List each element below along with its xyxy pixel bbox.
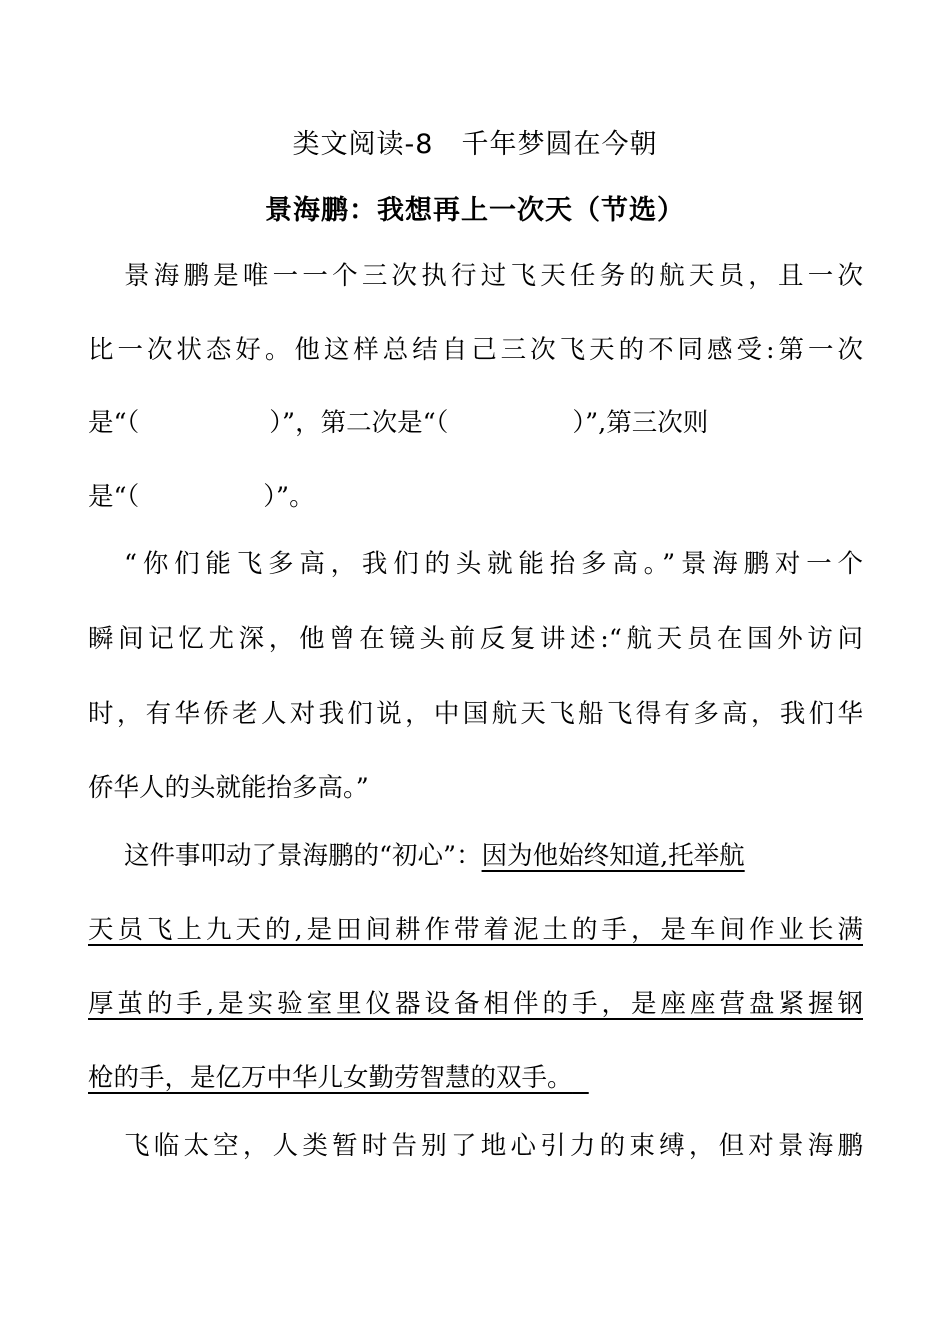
paragraph-1-line-2: 比一次状态好。他这样总结自己三次飞天的不同感受:第一次: [88, 335, 863, 365]
underlined-passage-start: 因为他始终知道,托举航: [481, 841, 745, 871]
paragraph-1-line-3: [88, 403, 863, 443]
article-subtitle: 景海鹏：我想再上一次天（节选）: [265, 195, 685, 226]
underlined-passage-line-2: 天员飞上九天的,是田间耕作带着泥土的手，是车间作业长满: [88, 915, 863, 945]
quote-open-3: 是“（: [88, 482, 140, 512]
paragraph-2-line-3: 时，有华侨老人对我们说，中国航天飞船飞得有多高，我们华: [88, 699, 863, 729]
paragraph-2-line-1: “你们能飞多高，我们的头就能抬多高。”景海鹏对一个: [124, 549, 863, 579]
underline-tail: [573, 1058, 587, 1059]
quote-open-1: 是“（: [88, 408, 140, 438]
page-title: [0, 122, 950, 161]
title-topic: 千年梦圆在今朝: [461, 129, 658, 160]
paragraph-1-line-1: 景海鹏是唯一一个三次执行过飞天任务的航天员，且一次: [124, 261, 863, 291]
paragraph-3-line-1: [124, 836, 863, 876]
paragraph-1-line-4: [88, 477, 863, 517]
paragraph-3-line-4: [88, 1058, 863, 1098]
quote-third: ）”,第三次则: [572, 408, 709, 438]
paragraph-2-line-2: 瞬间记忆尤深，他曾在镜头前反复讲述:“航天员在国外访问: [88, 624, 863, 654]
quote-mid: ）”，第二次是“（: [269, 408, 449, 438]
underlined-passage-end: 枪的手，是亿万中华儿女勤劳智慧的双手。: [88, 1063, 573, 1093]
underlined-passage-line-3: 厚茧的手,是实验室里仪器设备相伴的手，是座座营盘紧握钢: [88, 989, 863, 1019]
paragraph-4-line-1: 飞临太空，人类暂时告别了地心引力的束缚，但对景海鹏: [124, 1131, 863, 1161]
title-label: 类文阅读-8: [292, 129, 434, 160]
paragraph-3-lead: 这件事叩动了景海鹏的“初心”：: [124, 841, 482, 871]
paragraph-2-line-4: 侨华人的头就能抬多高。”: [88, 773, 369, 803]
quote-close-3: ）”。: [263, 482, 315, 512]
